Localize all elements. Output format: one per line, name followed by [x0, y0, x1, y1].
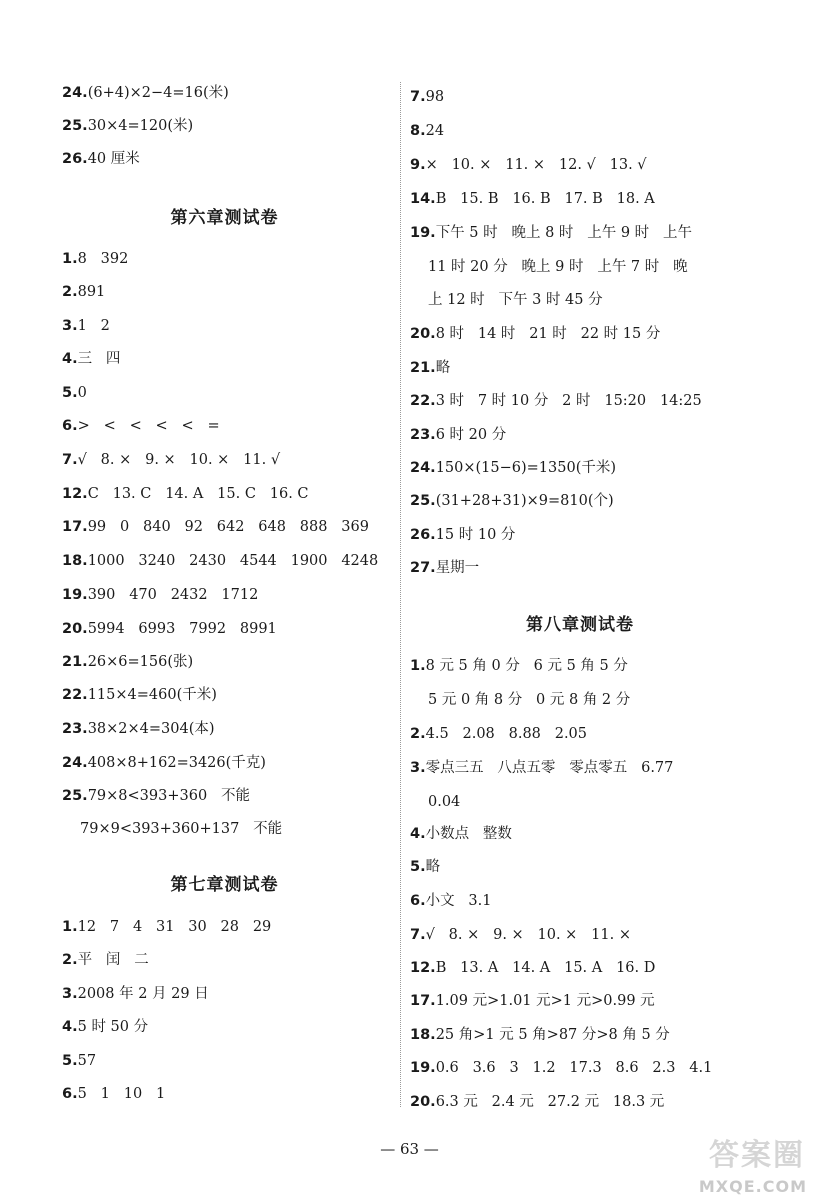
column-divider — [400, 82, 401, 1107]
answer-line — [62, 1052, 96, 1070]
answer-text: 0.6 3.6 3 1.2 17.3 8.6 2.3 4.1 — [435, 1060, 713, 1076]
question-number: 17. — [410, 993, 436, 1009]
question-number: 8. — [410, 123, 426, 139]
answer-text: 零点三五 八点五零 零点零五 6.77 — [425, 760, 674, 776]
answer-line — [62, 552, 378, 570]
answer-line — [428, 258, 688, 276]
answer-text: 150×(15−6)=1350(千米) — [435, 460, 617, 476]
answer-line — [428, 793, 460, 811]
question-number: 2. — [62, 284, 78, 300]
question-number: 3. — [62, 986, 78, 1002]
answer-line — [410, 992, 655, 1010]
watermark-url: MXQE.COM — [698, 1177, 807, 1196]
answer-text: 平 闰 二 — [77, 952, 149, 968]
answer-line — [410, 825, 512, 843]
question-number: 22. — [410, 393, 436, 409]
answer-text: (31+28+31)×9=810(个) — [435, 493, 614, 509]
answer-text: 408×8+162=3426(千克) — [87, 755, 266, 771]
question-number: 20. — [410, 326, 436, 342]
answer-line — [62, 417, 220, 435]
question-number: 4. — [62, 351, 78, 367]
answer-text: 小文 3.1 — [425, 893, 492, 909]
question-number: 2. — [62, 952, 78, 968]
answer-text: 3 时 7 时 10 分 2 时 15:20 14:25 — [435, 393, 702, 409]
answer-text: 8 时 14 时 21 时 22 时 15 分 — [435, 326, 661, 342]
answer-text: 12 7 4 31 30 28 29 — [77, 919, 272, 935]
answer-line — [410, 926, 631, 944]
answer-text: 略 — [425, 859, 441, 875]
question-number: 19. — [410, 225, 436, 241]
question-number: 21. — [410, 360, 436, 376]
question-number: 25. — [410, 493, 436, 509]
question-number: 7. — [410, 927, 426, 943]
answer-line — [428, 291, 603, 309]
question-number: 19. — [410, 1060, 436, 1076]
question-number: 18. — [62, 553, 88, 569]
answer-text: 1 2 — [77, 318, 110, 334]
answer-line — [410, 426, 506, 444]
answer-text: 115×4=460(千米) — [87, 687, 217, 703]
answer-line — [62, 1085, 165, 1103]
question-number: 5. — [410, 859, 426, 875]
question-number: 3. — [410, 760, 426, 776]
question-number: 26. — [62, 151, 88, 167]
question-number: 6. — [62, 1086, 78, 1102]
question-number: 20. — [62, 621, 88, 637]
answer-text: 40 厘米 — [87, 151, 140, 167]
question-number: 25. — [62, 788, 88, 804]
answer-line — [62, 250, 128, 268]
question-number: 23. — [62, 721, 88, 737]
answer-line — [62, 686, 217, 704]
answer-line — [62, 384, 87, 402]
answer-text: × 10. × 11. × 12. √ 13. √ — [425, 157, 647, 173]
answer-text: 38×2×4=304(本) — [87, 721, 215, 737]
question-number: 9. — [410, 157, 426, 173]
question-number: 27. — [410, 560, 436, 576]
question-number: 4. — [62, 1019, 78, 1035]
answer-text: 57 — [77, 1053, 97, 1069]
answer-text: 0 — [77, 385, 87, 401]
question-number: 24. — [410, 460, 436, 476]
answer-line — [62, 518, 369, 536]
answer-line — [62, 283, 105, 301]
question-number: 7. — [410, 89, 426, 105]
answer-text: 11 时 20 分 晚上 9 时 上午 7 时 晚 — [428, 259, 688, 275]
answer-line — [410, 325, 660, 343]
answer-line — [410, 892, 492, 910]
chapter8-heading: 第八章测试卷 — [526, 615, 634, 635]
answer-line — [62, 620, 277, 638]
answer-text: 0.04 — [428, 794, 461, 810]
question-number: 5. — [62, 385, 78, 401]
question-number: 25. — [62, 118, 88, 134]
answer-line — [62, 150, 140, 168]
answer-text: 30×4=120(米) — [87, 118, 194, 134]
answer-line — [410, 156, 647, 174]
answer-line — [62, 117, 193, 135]
question-number: 12. — [410, 960, 436, 976]
answer-line — [62, 754, 266, 772]
answer-line — [62, 317, 110, 335]
answer-line — [410, 459, 616, 477]
question-number: 6. — [62, 418, 78, 434]
question-number: 22. — [62, 687, 88, 703]
answer-line — [410, 959, 655, 977]
answer-line — [410, 359, 450, 377]
answer-text: 下午 5 时 晚上 8 时 上午 9 时 上午 — [435, 225, 692, 241]
answer-text: 25 角>1 元 5 角>87 分>8 角 5 分 — [435, 1027, 670, 1043]
question-number: 4. — [410, 826, 426, 842]
question-number: 19. — [62, 587, 88, 603]
answer-text: 24 — [425, 123, 445, 139]
question-number: 24. — [62, 755, 88, 771]
answer-line — [62, 1018, 148, 1036]
question-number: 23. — [410, 427, 436, 443]
answer-line — [410, 1093, 664, 1111]
answer-line — [410, 858, 440, 876]
answer-text: (6+4)×2−4=16(米) — [87, 85, 229, 101]
answer-text: √ 8. × 9. × 10. × 11. √ — [77, 452, 281, 468]
answer-line — [410, 492, 614, 510]
answer-line — [80, 820, 282, 838]
answer-line — [410, 224, 692, 242]
answer-text: 1.09 元>1.01 元>1 元>0.99 元 — [435, 993, 655, 1009]
answer-line — [62, 653, 193, 671]
question-number: 6. — [410, 893, 426, 909]
answer-text: 5994 6993 7992 8991 — [87, 621, 277, 637]
watermark-logo: 答案圈 — [709, 1138, 805, 1173]
answer-text: 上 12 时 下午 3 时 45 分 — [428, 292, 603, 308]
answer-line — [62, 918, 271, 936]
answer-text: C 13. C 14. A 15. C 16. C — [87, 486, 309, 502]
answer-text: B 13. A 14. A 15. A 16. D — [435, 960, 656, 976]
answer-line — [410, 559, 479, 577]
answer-line — [62, 985, 209, 1003]
answer-line — [62, 787, 250, 805]
answer-text: 5 元 0 角 8 分 0 元 8 角 2 分 — [428, 692, 631, 708]
question-number: 18. — [410, 1027, 436, 1043]
question-number: 26. — [410, 527, 436, 543]
answer-text: B 15. B 16. B 17. B 18. A — [435, 191, 655, 207]
answer-text: 15 时 10 分 — [435, 527, 516, 543]
answer-line — [428, 691, 630, 709]
answer-line — [410, 122, 444, 140]
answer-text: 8 元 5 角 0 分 6 元 5 角 5 分 — [425, 658, 628, 674]
answer-line — [62, 485, 309, 503]
question-number: 1. — [62, 919, 78, 935]
answer-text: √ 8. × 9. × 10. × 11. × — [425, 927, 631, 943]
answer-text: 79×9<393+360+137 不能 — [80, 821, 283, 837]
question-number: 1. — [410, 658, 426, 674]
answer-text: 79×8<393+360 不能 — [87, 788, 250, 804]
answer-line — [62, 720, 215, 738]
answer-line — [410, 392, 702, 410]
answer-line — [410, 88, 444, 106]
answer-text: 390 470 2432 1712 — [87, 587, 259, 603]
answer-text: 星期一 — [435, 560, 480, 576]
answer-line — [410, 657, 628, 675]
chapter7-heading: 第七章测试卷 — [170, 875, 279, 895]
answer-line — [62, 586, 258, 604]
answer-text: 8 392 — [77, 251, 129, 267]
page-number: — 63 — — [380, 1140, 439, 1158]
answer-line — [410, 1059, 712, 1077]
answer-text: 三 四 — [77, 351, 121, 367]
chapter6-heading: 第六章测试卷 — [170, 208, 279, 228]
answer-text: 6.3 元 2.4 元 27.2 元 18.3 元 — [435, 1094, 665, 1110]
question-number: 24. — [62, 85, 88, 101]
question-number: 3. — [62, 318, 78, 334]
question-number: 21. — [62, 654, 88, 670]
question-number: 5. — [62, 1053, 78, 1069]
answer-line — [62, 951, 149, 969]
answer-text: 98 — [425, 89, 445, 105]
answer-text: 2008 年 2 月 29 日 — [77, 986, 209, 1002]
answer-text: 6 时 20 分 — [435, 427, 507, 443]
question-number: 17. — [62, 519, 88, 535]
answer-text: > < < < < = — [77, 418, 220, 434]
question-number: 12. — [62, 486, 88, 502]
answer-line — [410, 190, 655, 208]
answer-text: 小数点 整数 — [425, 826, 512, 842]
answer-text: 5 时 50 分 — [77, 1019, 149, 1035]
question-number: 2. — [410, 726, 426, 742]
answer-text: 26×6=156(张) — [87, 654, 194, 670]
answer-line — [410, 725, 587, 743]
answer-line — [62, 84, 229, 102]
answer-text: 略 — [435, 360, 451, 376]
question-number: 14. — [410, 191, 436, 207]
answer-text: 99 0 840 92 642 648 888 369 — [87, 519, 369, 535]
answer-text: 5 1 10 1 — [77, 1086, 166, 1102]
answer-line — [62, 451, 280, 469]
answer-text: 891 — [77, 284, 106, 300]
answer-line — [62, 350, 120, 368]
answer-line — [410, 1026, 670, 1044]
question-number: 20. — [410, 1094, 436, 1110]
answer-text: 4.5 2.08 8.88 2.05 — [425, 726, 588, 742]
answer-line — [410, 759, 673, 777]
question-number: 1. — [62, 251, 78, 267]
answer-line — [410, 526, 515, 544]
answer-text: 1000 3240 2430 4544 1900 4248 — [87, 553, 379, 569]
question-number: 7. — [62, 452, 78, 468]
